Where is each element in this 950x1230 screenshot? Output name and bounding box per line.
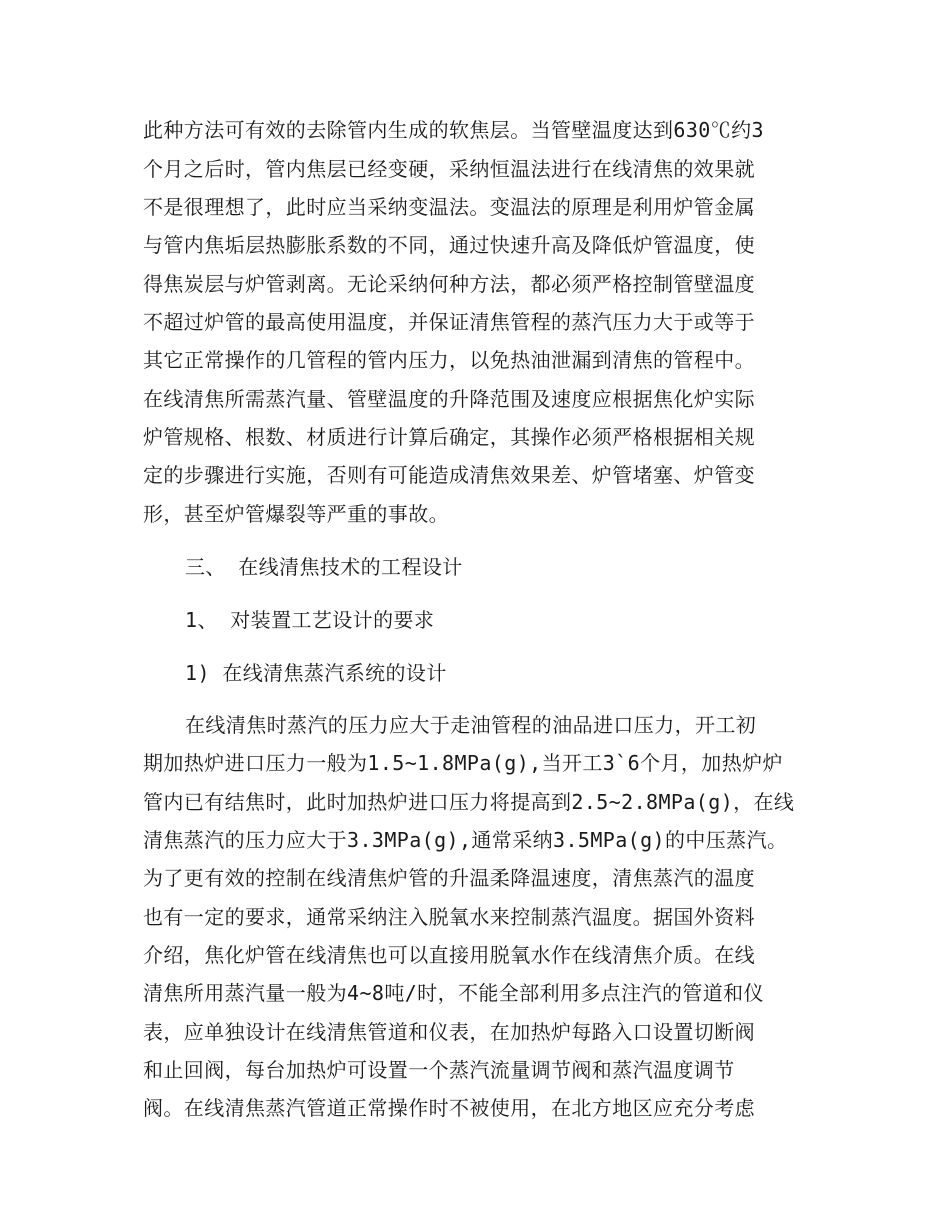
text-line: 个月之后时，管内焦层已经变硬，采纳恒温法进行在线清焦的效果就 <box>143 157 755 181</box>
text-line: 此种方法可有效的去除管内生成的软焦层。当管壁温度达到630℃约3 <box>143 118 764 142</box>
text-line: 与管内焦垢层热膨胀系数的不同，通过快速升高及降低炉管温度，使 <box>143 233 755 257</box>
text-line: 定的步骤进行实施，否则有可能造成清焦效果差、炉管堵塞、炉管变 <box>143 463 755 487</box>
text-line: 在线清焦时蒸汽的压力应大于走油管程的油品进口压力，开工初 <box>185 713 757 737</box>
text-line: 其它正常操作的几管程的管内压力，以免热油泄漏到清焦的管程中。 <box>143 348 755 372</box>
text-line: 清焦所用蒸汽量一般为4~8吨/时，不能全部利用多点注汽的管道和仪 <box>143 981 764 1005</box>
sub-subsection-heading: 1) 在线清焦蒸汽系统的设计 <box>185 661 447 685</box>
text-line: 阀。在线清焦蒸汽管道正常操作时不被使用，在北方地区应充分考虑 <box>143 1096 755 1120</box>
text-line: 介绍，焦化炉管在线清焦也可以直接用脱氧水作在线清焦介质。在线 <box>143 943 755 967</box>
text-line: 在线清焦所需蒸汽量、管壁温度的升降范围及速度应根据焦化炉实际 <box>143 387 755 411</box>
text-line: 和止回阀，每台加热炉可设置一个蒸汽流量调节阀和蒸汽温度调节 <box>143 1058 735 1082</box>
text-line: 不超过炉管的最高使用温度，并保证清焦管程的蒸汽压力大于或等于 <box>143 310 755 334</box>
text-line: 形，甚至炉管爆裂等严重的事故。 <box>143 502 449 526</box>
text-line: 管内已有结焦时，此时加热炉进口压力将提高到2.5~2.8MPa(g)，在线 <box>143 790 795 814</box>
text-line: 也有一定的要求，通常采纳注入脱氧水来控制蒸汽温度。据国外资料 <box>143 905 755 929</box>
section-heading: 三、 在线清焦技术的工程设计 <box>185 555 463 579</box>
text-line: 表，应单独设计在线清焦管道和仪表，在加热炉每路入口设置切断阀 <box>143 1020 755 1044</box>
text-line: 炉管规格、根数、材质进行计算后确定，其操作必须严格根据相关规 <box>143 425 755 449</box>
text-line: 不是很理想了，此时应当采纳变温法。变温法的原理是利用炉管金属 <box>143 195 755 219</box>
text-line: 为了更有效的控制在线清焦炉管的升温柔降温速度，清焦蒸汽的温度 <box>143 866 755 890</box>
subsection-heading: 1、 对装置工艺设计的要求 <box>185 608 435 632</box>
text-line: 期加热炉进口压力一般为1.5~1.8MPa(g),当开工3`6个月，加热炉炉 <box>143 751 783 775</box>
text-line: 得焦炭层与炉管剥离。无论采纳何种方法，都必须严格控制管壁温度 <box>143 272 755 296</box>
text-line: 清焦蒸汽的压力应大于3.3MPa(g),通常采纳3.5MPa(g)的中压蒸汽。 <box>143 828 788 852</box>
